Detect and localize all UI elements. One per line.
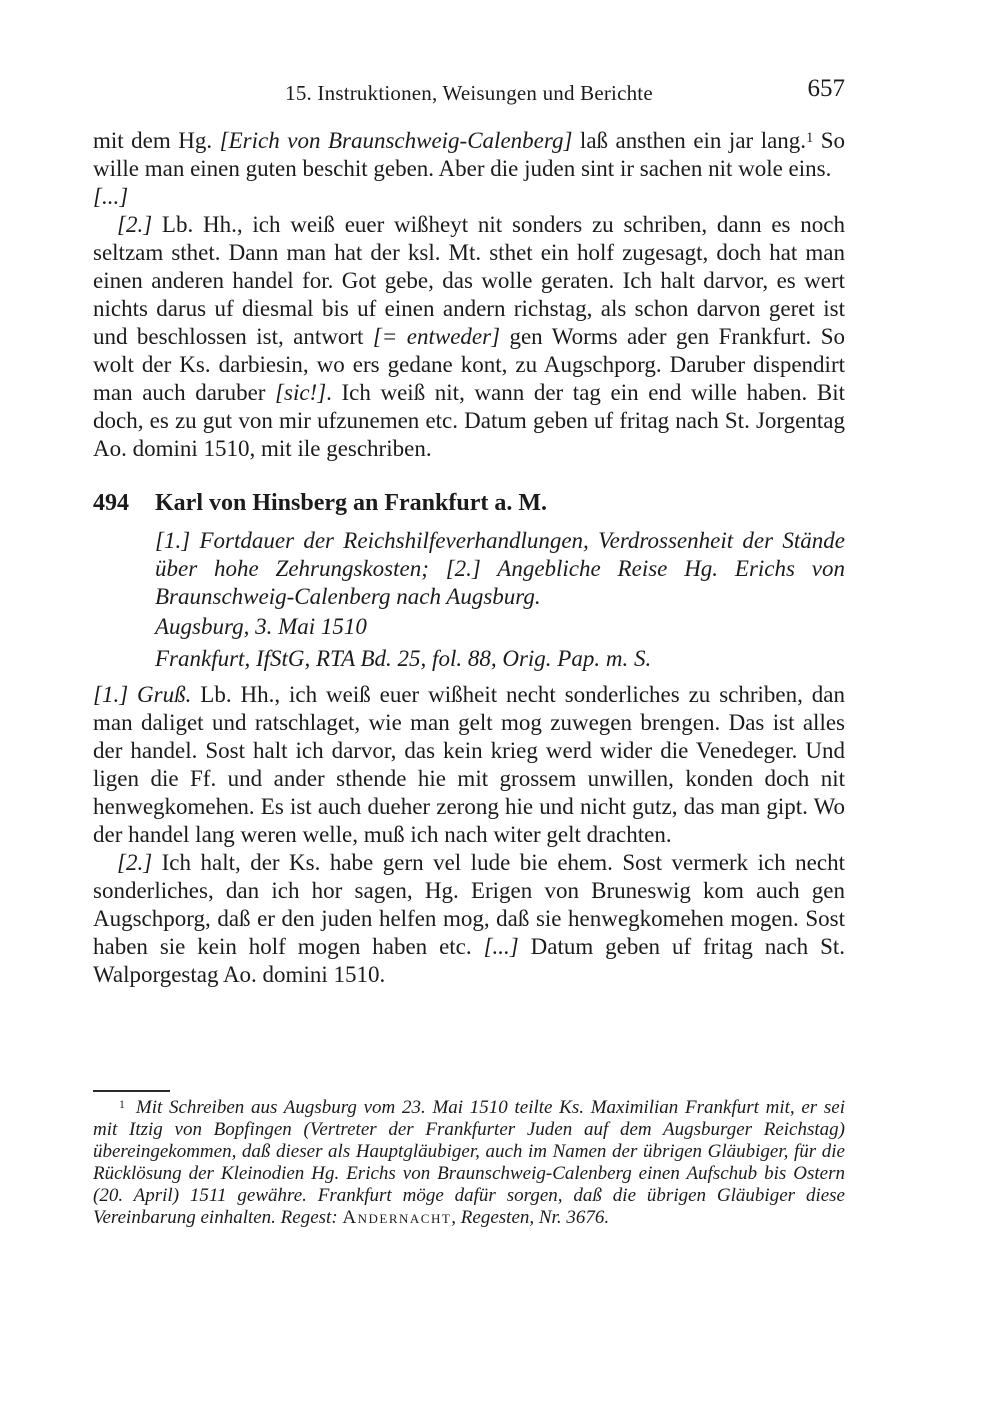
footnote-text: $^1$ Mit Schreiben aus Augsburg vom 23. Mai 1510 teilte Ks. Maximilian Frankfurt mit, er sei mit Itzig von Bopfingen (Vertreter der Frankfurter Juden auf dem Augsburger Reichstag) übereingekommen, daß dieser als Hauptgläubiger, auch im Namen der übrigen Gläubiger, für die Rücklösung der Kleinodien Hg. Erichs von Braunschweig-Calenberg einen Aufschub bis Ostern (20. April) 1511 gewähre. Frankfurt möge dafür sorgen, daß die übrigen Gläubiger diese Vereinbarung einhalten. Regest: Andernacht, Regesten, Nr. 3676.	[93, 1097, 845, 1228]
doc494-paragraph-2: [2.] Ich halt, der Ks. habe gern vel lude bie ehem. Sost vermerk ich necht sonderliches, dan ich hor sagen, Hg. Erigen von Bruneswig kom auch gen Augschporg, daß er den juden helfen mog, daß sie henwegkomehen mogen. Sost haben sie kein holf mogen haben etc. [...] Datum geben uf fritag nach St. Walporgestag Ao. domini 1510.	[93, 850, 846, 987]
document-summary: [1.] Fortdauer der Reichshilfeverhandlungen, Verdrossenheit der Stände über hohe Zehrungskosten; [2.] Angebliche Reise Hg. Erichs von Braunschweig-Calenberg nach Augsburg.	[155, 528, 845, 609]
prev-doc-paragraph-2: [2.] Lb. Hh., ich weiß euer wißheyt nit sonders zu schriben, dann es noch seltzam sthet. Dann man hat der ksl. Mt. sthet ein holf zugesagt, doch hat man einen anderen handel for. Got gebe, das wolle geraten. Ich halt darvor, es wert nichts darus uf diesmal bis uf einen andern richstag, als schon darvon geret ist und beschlossen ist, antwort [= entweder] gen Worms ader gen Frankfurt. So wolt der Ks. darbiesin, wo ers gedane kont, zu Augschporg. Daruber dispendirt man auch daruber [sic!]. Ich weiß nit, wann der tag ein end wille haben. Bit doch, es zu gut von mir ufzunemen etc. Datum geben uf fritag nach St. Jorgentag Ao. domini 1510, mit ile geschriben.	[93, 212, 846, 461]
footnote-area	[93, 1090, 845, 1229]
document-title: Karl von Hinsberg an Frankfurt a. M.	[155, 490, 548, 516]
document-dateline: Augsburg, 3. Mai 1510	[155, 614, 367, 639]
prev-doc-paragraph-1: mit dem Hg. [Erich von Braunschweig-Calenberg] laß ansthen ein jar lang.$^1$ So wille man einen guten beschit geben. Aber die juden sint ir sachen nit wole eins.	[93, 128, 845, 181]
footnote-separator-rule	[93, 1090, 170, 1092]
doc494-paragraph-1: [1.] Gruß. Lb. Hh., ich weiß euer wißheit necht sonderliches zu schriben, dan man daliget und ratschlaget, wie man gelt mog zuwegen brengen. Das ist alles der handel. Sost halt ich darvor, das kein krieg werd wider die Venedeger. Und ligen die Ff. und ander sthende hie mit grossem unwillen, konden doch nit henwegkomehen. Es ist auch dueher zerong hie und nicht gutz, das man gipt. Wo der handel lang weren welle, muß ich nach witer gelt drachten.	[93, 682, 845, 847]
text-block	[93, 75, 846, 989]
document-source: Frankfurt, IfStG, RTA Bd. 25, fol. 88, Orig. Pap. m. S.	[155, 646, 652, 671]
running-head	[93, 75, 845, 107]
document-number: 494	[93, 490, 129, 516]
omission-marker: [...]	[93, 184, 129, 209]
page-number: 657	[807, 75, 845, 102]
running-title: 15. Instruktionen, Weisungen und Berichte	[285, 81, 653, 105]
document-heading	[93, 488, 845, 518]
